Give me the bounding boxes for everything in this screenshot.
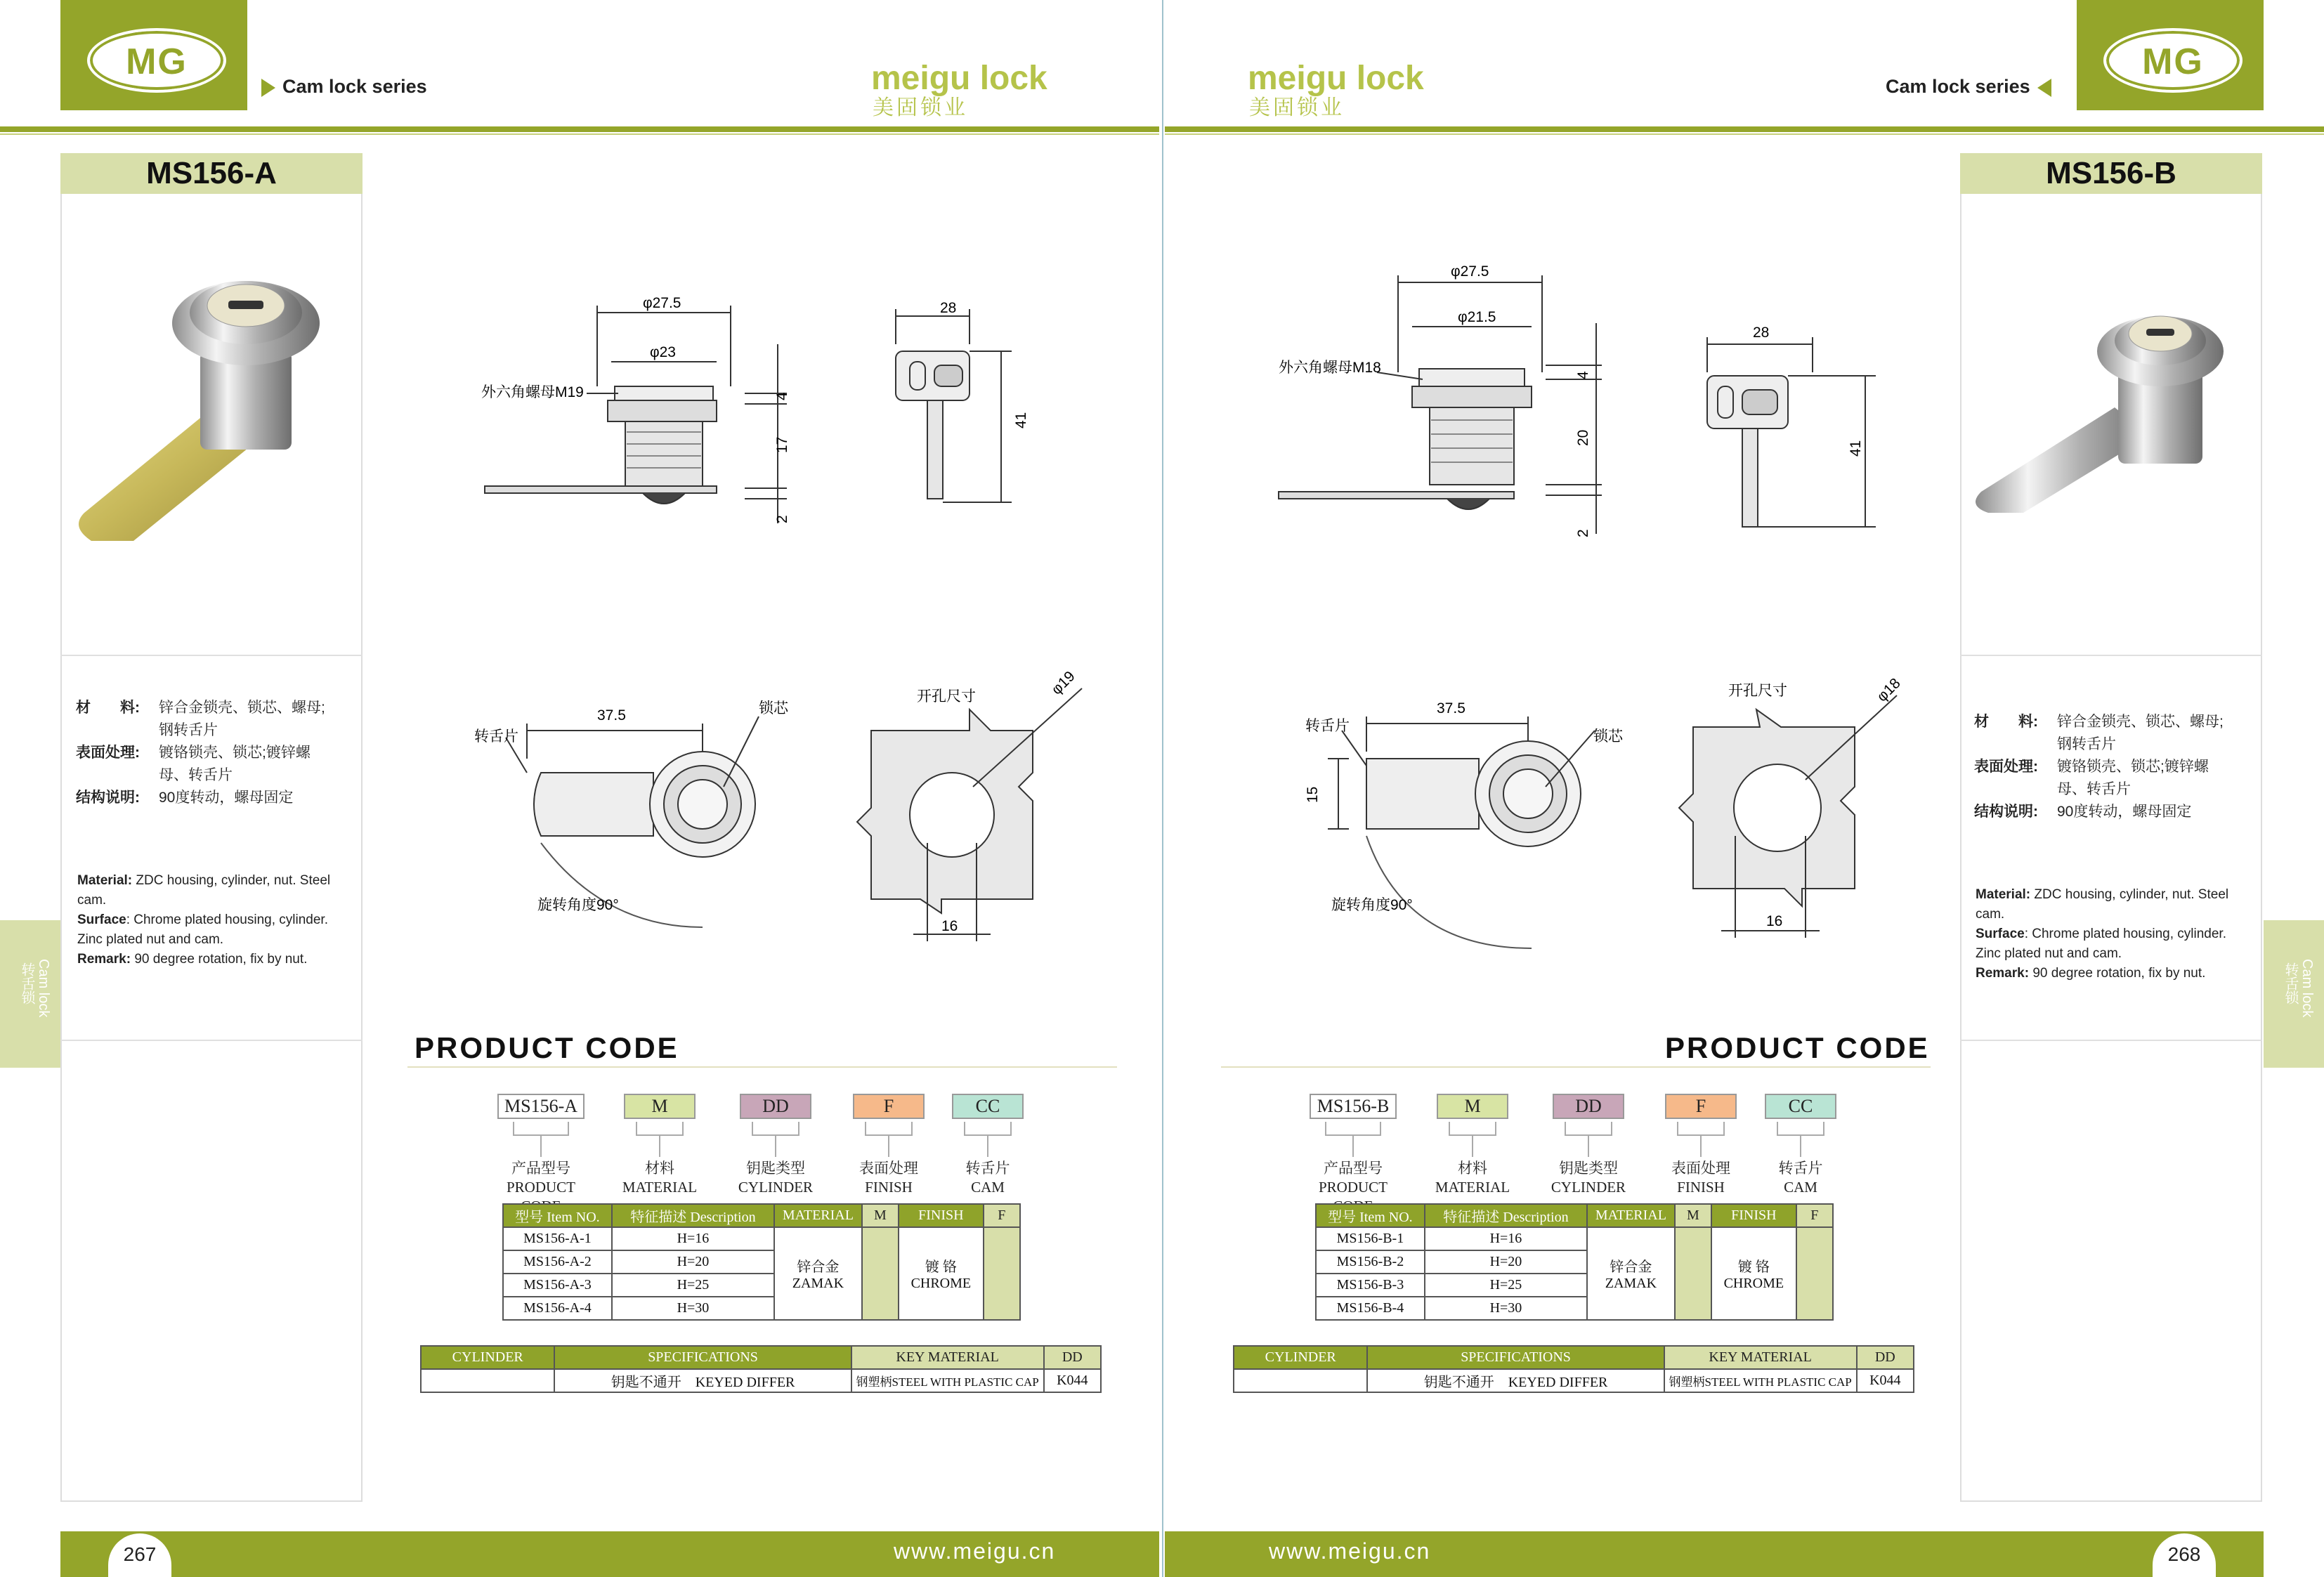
page-number-right: 268 [2153, 1533, 2216, 1577]
table-row: 钥匙不通开 KEYED DIFFER 钢塑柄STEEL WITH PLASTIC CAP K044 [421, 1369, 1101, 1392]
bracket-stem [1352, 1136, 1354, 1157]
bracket [964, 1122, 1012, 1136]
spec-cn-right: 材 料: 锌合金锁壳、锁芯、螺母; 钢转舌片 表面处理: 镀铬锁壳、锁芯;镀锌螺 母、转舌片 结构说明: 90度转动，螺母固定 [1974, 714, 2224, 820]
table-row: 钥匙不通开 KEYED DIFFER 钢塑柄STEEL WITH PLASTIC CAP K044 [1234, 1369, 1914, 1392]
bracket-stem [1800, 1136, 1801, 1157]
code-label-material: 材料 MATERIAL [1435, 1160, 1510, 1196]
bracket [1325, 1122, 1381, 1136]
logo-left [60, 0, 247, 110]
dim-cam-length: 37.5 [597, 707, 626, 724]
bracket [636, 1122, 684, 1136]
dim-h1: 4 [1575, 371, 1591, 379]
table-row: MS156-B-1 H=16 锌合金 ZAMAK 镀 铬 CHROME [1316, 1227, 1833, 1250]
dim-cutout-width: 16 [941, 918, 958, 934]
side-tab-left: 转舌锁 Cam lock [0, 920, 60, 1068]
series-label-left: Cam lock series [261, 76, 427, 98]
dim-key-width: 28 [940, 300, 957, 316]
bracket-stem [1700, 1136, 1702, 1157]
divider [60, 655, 363, 656]
divider [60, 1040, 363, 1041]
rotation-label: 旋转角度90° [537, 897, 619, 913]
code-label-product: 产品型号 PRODUCT [1318, 1160, 1388, 1196]
spec-cn-left: 材 料: 锌合金锁壳、锁芯、螺母; 钢转舌片 表面处理: 镀铬锁壳、锁芯;镀锌螺 母、转舌片 结构说明: 90度转动，螺母固定 [76, 700, 325, 806]
dim-inner-diameter: φ23 [650, 344, 676, 360]
table-row: MS156-A-1 H=16 锌合金 ZAMAK 镀 铬 CHROME [503, 1227, 1020, 1250]
logo-right [2077, 0, 2264, 110]
logo-text: MG [126, 41, 188, 82]
table-row: MS156-A-2 H=20 [503, 1250, 1020, 1274]
code-label-cam: 转舌片 CAM [1778, 1160, 1823, 1196]
dim-h2: 20 [1575, 429, 1591, 446]
header-rule [1165, 126, 2324, 132]
dim-outer-diameter: φ27.5 [1451, 263, 1489, 280]
code-box-finish: F [853, 1094, 925, 1119]
footer-url-left[interactable]: www.meigu.cn [894, 1538, 1056, 1564]
header-rule [0, 126, 1159, 132]
brand-logo-right: meigu lock [1248, 60, 1424, 97]
code-label-cylinder: 钥匙类型 CYLINDER [1551, 1160, 1626, 1196]
table-row: MS156-A-4 H=30 [503, 1297, 1020, 1320]
code-box-cam: CC [952, 1094, 1024, 1119]
cutout-label: 开孔尺寸 [1728, 683, 1787, 699]
code-box-finish: F [1665, 1094, 1737, 1119]
bracket-stem [540, 1136, 542, 1157]
nut-label: 外六角螺母M18 [1279, 360, 1381, 376]
bracket-stem [1472, 1136, 1473, 1157]
triangle-left-icon [2037, 79, 2051, 97]
dim-cutout-diameter: φ19 [1048, 668, 1078, 698]
brand-logo-left: meigu lock [871, 60, 1047, 97]
page-number-left: 267 [108, 1533, 171, 1577]
code-label-material: 材料 MATERIAL [622, 1160, 698, 1196]
table-row: MS156-B-3 H=25 [1316, 1274, 1833, 1297]
series-label-right: Cam lock series [1886, 76, 2051, 98]
model-title: MS156-B [1960, 153, 2262, 194]
code-box-cam: CC [1765, 1094, 1836, 1119]
dim-h3: 2 [1575, 529, 1591, 537]
code-box-product: MS156-A [497, 1094, 585, 1119]
rotation-label: 旋转角度90° [1331, 897, 1413, 913]
code-box-material: M [1437, 1094, 1508, 1119]
bracket [752, 1122, 799, 1136]
cutout-label: 开孔尺寸 [917, 688, 976, 705]
technical-drawing-right [1265, 253, 1911, 927]
technical-drawing-left [464, 281, 1096, 934]
bracket [1677, 1122, 1725, 1136]
dim-key-height: 41 [1848, 440, 1864, 457]
bracket-stem [888, 1136, 889, 1157]
product-code-title: PRODUCT CODE [1665, 1031, 1930, 1064]
dim-cutout-diameter: φ18 [1874, 675, 1904, 705]
product-code-rule [407, 1066, 1117, 1068]
dim-h3: 2 [774, 515, 790, 523]
code-label-cylinder: 钥匙类型 CYLINDER [738, 1160, 814, 1196]
code-box-material: M [624, 1094, 696, 1119]
bracket [513, 1122, 569, 1136]
bracket-stem [1588, 1136, 1589, 1157]
model-title: MS156-A [60, 153, 363, 194]
bracket-stem [775, 1136, 776, 1157]
bracket-stem [659, 1136, 660, 1157]
logo-text: MG [2142, 41, 2204, 82]
footer-url-right[interactable]: www.meigu.cn [1269, 1538, 1431, 1564]
dim-h1: 4 [774, 392, 790, 400]
brand-cn-right: 美固锁业 [1249, 96, 1345, 119]
bracket [1565, 1122, 1612, 1136]
code-label-product: 产品型号 PRODUCT [506, 1160, 576, 1196]
dim-cutout-width: 16 [1766, 913, 1783, 929]
header-rule-thin [0, 133, 1159, 135]
divider [1960, 655, 2262, 656]
cam-label: 转舌片 [474, 728, 518, 745]
product-code-rule [1221, 1066, 1931, 1068]
page-fold [1162, 0, 1163, 1577]
dim-outer-diameter: φ27.5 [643, 295, 681, 311]
header-rule-thin [1165, 133, 2324, 135]
dim-inner-diameter: φ21.5 [1458, 309, 1496, 325]
code-label-finish: 表面处理 FINISH [859, 1160, 918, 1196]
cylinder-table-left: CYLINDER SPECIFICATIONS KEY MATERIAL DD 钥匙不通开 KEYED DIFFER 钢塑柄STEEL WITH PLASTIC CAP K044 [420, 1345, 1102, 1393]
dim-cam-width: 15 [1305, 786, 1321, 803]
item-table-left: 型号 Item NO. 特征描述 Description MATERIAL M FINISH F MS156-A-1 H=16 锌合金 ZAMAK 镀 铬 CHROME MS156-A-2 H=20 MS156-A-3 H=25 MS156-A-4 H=30 [502, 1203, 1021, 1321]
code-label-finish: 表面处理 FINISH [1671, 1160, 1730, 1196]
dim-cam-length: 37.5 [1437, 700, 1465, 716]
code-box-cylinder: DD [740, 1094, 811, 1119]
nut-label: 外六角螺母M19 [481, 384, 584, 400]
core-label: 锁芯 [759, 700, 788, 716]
item-table-right: 型号 Item NO. 特征描述 Description MATERIAL M FINISH F MS156-B-1 H=16 锌合金 ZAMAK 镀 铬 CHROME MS156-B-2 H=20 MS156-B-3 H=25 MS156-B-4 H=30 [1315, 1203, 1834, 1321]
spec-en-right: Material: ZDC housing, cylinder, nut. Steel cam. Surface: Chrome plated housing, cylinder. Zinc plated nut and cam. Remark: 90 degree rotation, fix by nut. [1976, 887, 2229, 981]
code-box-cylinder: DD [1553, 1094, 1624, 1119]
side-tab-right: 转舌锁 Cam lock [2264, 920, 2324, 1068]
brand-cn-left: 美固锁业 [873, 96, 968, 119]
bracket [1449, 1122, 1496, 1136]
cylinder-table-right: CYLINDER SPECIFICATIONS KEY MATERIAL DD 钥匙不通开 KEYED DIFFER 钢塑柄STEEL WITH PLASTIC CAP K044 [1233, 1345, 1914, 1393]
dim-h2: 17 [774, 436, 790, 453]
table-row: MS156-B-4 H=30 [1316, 1297, 1833, 1320]
bracket [865, 1122, 913, 1136]
product-photo-right [1967, 295, 2262, 534]
bracket [1777, 1122, 1824, 1136]
product-photo-left [70, 246, 351, 555]
triangle-right-icon [261, 79, 275, 97]
code-box-product: MS156-B [1310, 1094, 1397, 1119]
divider [1960, 1040, 2262, 1041]
product-code-title: PRODUCT CODE [414, 1031, 679, 1064]
code-label-cam: 转舌片 CAM [965, 1160, 1010, 1196]
dim-key-width: 28 [1753, 325, 1770, 341]
bracket-stem [987, 1136, 988, 1157]
dim-key-height: 41 [1013, 412, 1029, 428]
table-row: MS156-A-3 H=25 [503, 1274, 1020, 1297]
cam-label: 转舌片 [1305, 718, 1350, 734]
table-row: MS156-B-2 H=20 [1316, 1250, 1833, 1274]
core-label: 锁芯 [1593, 728, 1623, 745]
spec-en-left: Material: ZDC housing, cylinder, nut. Steel cam. Surface: Chrome plated housing, cylinder. Zinc plated nut and cam. Remark: 90 degree rotation, fix by nut. [77, 873, 331, 967]
